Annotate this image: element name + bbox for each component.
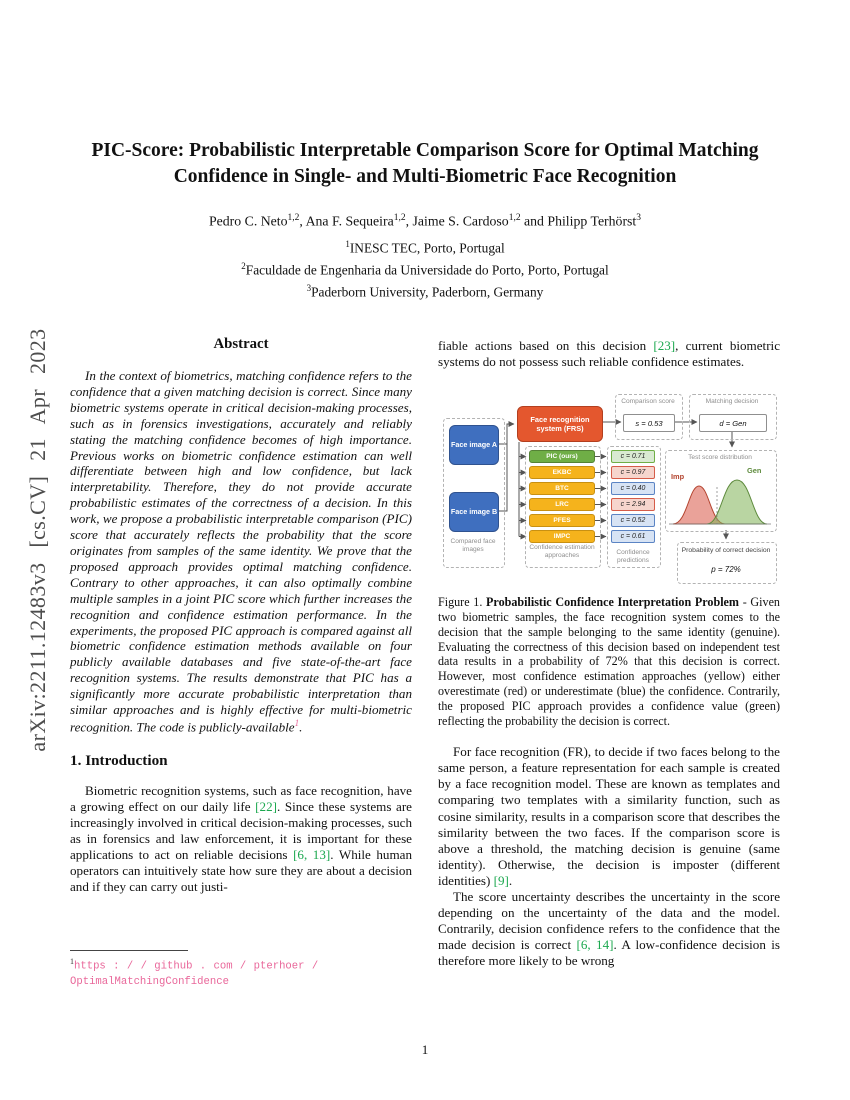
caption-number: Figure 1. bbox=[438, 595, 483, 610]
footnote-marker: 1 bbox=[70, 957, 74, 966]
footnote-marker-link[interactable]: 1 bbox=[294, 717, 300, 728]
footnote-text bbox=[70, 957, 412, 989]
confidence-value-impc: c = 0.61 bbox=[611, 530, 655, 543]
affil-text: INESC TEC, Porto, Portugal bbox=[349, 240, 505, 256]
caption-title: Probabilistic Confidence Interpretation Problem bbox=[486, 595, 739, 610]
method-box-lrc: LRC bbox=[529, 498, 595, 511]
intro-paragraph-3: The score uncertainty describes the uncertainty in the score depending on the uncertainty of the data and the model. Contrarily, decision confidence refers to the confidence that the made decision is correct [6, 14]. A low-confidence decision is therefore more likely to be wrong bbox=[438, 888, 780, 968]
author-name: Philipp Terhörst bbox=[547, 214, 637, 230]
author-affil-marker: 3 bbox=[636, 213, 642, 224]
frs-box: Face recognition system (FRS) bbox=[517, 406, 603, 442]
author-affil-marker: 1,2 bbox=[508, 213, 521, 224]
confidence-value-pic: c = 0.71 bbox=[611, 450, 655, 463]
comparison-score-label: Comparison score bbox=[621, 398, 675, 406]
method-box-pic: PIC (ours) bbox=[529, 450, 595, 463]
method-box-btc: BTC bbox=[529, 482, 595, 495]
author-affil-marker: 1,2 bbox=[393, 213, 406, 224]
author-separator: and bbox=[520, 214, 548, 230]
method-box-ekbc: EKBC bbox=[529, 466, 595, 479]
left-column bbox=[70, 336, 412, 895]
abstract-paragraph bbox=[70, 368, 412, 735]
method-box-pfes: PFES bbox=[529, 514, 595, 527]
arxiv-watermark: arXiv:2211.12483v3 [cs.CV] 21 Apr 2023 bbox=[25, 328, 50, 752]
intro-paragraph-1: Biometric recognition systems, such as face recognition, have a growing effect on our daily life [22]. Since these systems are increasingly involved in critical decision-making processes, such as in forensics and law enforcement, it is important for these applications to act on reliable decisions [6, 13]. While human operators can intuitively state how sure they are about a decision and if they can carry out justi- bbox=[70, 783, 413, 895]
compared-images-label: Compared face images bbox=[450, 538, 496, 553]
affiliation-line bbox=[75, 237, 775, 259]
affiliation-line bbox=[75, 281, 775, 303]
approaches-label: Confidence estimation approaches bbox=[529, 544, 595, 559]
affiliation-line bbox=[75, 259, 775, 281]
abstract-heading: Abstract bbox=[213, 336, 269, 352]
affil-text: Paderborn University, Paderborn, Germany bbox=[311, 284, 544, 300]
confidence-value-pfes: c = 0.52 bbox=[611, 514, 655, 527]
test-score-distribution-group bbox=[665, 450, 777, 532]
author-affil-marker: 1,2 bbox=[287, 213, 300, 224]
intro-paragraph-1-continued: fiable actions based on this decision [23], current biometric systems do not possess such reliable confidence estimates. bbox=[438, 338, 781, 370]
face-image-a-box: Face image A bbox=[449, 425, 499, 465]
author-separator: , bbox=[299, 214, 306, 230]
abstract-period: . bbox=[299, 719, 303, 735]
citation-link[interactable]: [6, 13] bbox=[293, 847, 331, 863]
right-column bbox=[438, 338, 780, 969]
affil-marker: 3 bbox=[306, 283, 312, 294]
caption-body: - Given two biometric samples, the face recognition system comes to the decision that the sample belonging to the same identity (genuine). Evaluating the correctness of this decision based on independent test data results in a probability of 72% that this decision is correct. However, most confidence estimation approaches (yellow) either overestimate (red) or underestimate (blue) the confidence. Contrarily, the proposed PIC approach provides a confidence value (green) reflecting the probability the decision is correct. bbox=[438, 595, 780, 728]
title-block bbox=[75, 138, 775, 304]
predictions-label: Confidence predictions bbox=[616, 549, 650, 564]
page-title: PIC-Score: Probabilistic Interpretable Comparison Score for Optimal Matching Confidence in Single- and Multi-Biometric Face Recognition bbox=[91, 140, 759, 187]
matching-decision-label: Matching decision bbox=[705, 398, 759, 406]
page-number: 1 bbox=[421, 1042, 429, 1057]
imposter-label: Imp bbox=[671, 472, 685, 482]
matching-decision-value: d = Gen bbox=[699, 414, 767, 432]
affil-text: Faculdade de Engenharia da Universidade do Porto, Porto, Portugal bbox=[245, 262, 609, 278]
affil-marker: 1 bbox=[345, 239, 350, 250]
face-image-b-box: Face image B bbox=[449, 492, 499, 532]
figure-1-diagram bbox=[441, 392, 777, 584]
author-line bbox=[75, 213, 775, 230]
comparison-score-value: s = 0.53 bbox=[623, 414, 675, 432]
abstract-text: In the context of biometrics, matching confidence refers to the confidence that a given matching decision is correct. Since many biometric systems operate in critical decision-making processes, such as in forensics investigations, accurately and reliably stating the matching confidence becomes of high importance. Previous works on biometric confidence estimation can well differentiate between high and low confidence, but lack interpretability. Therefore, they do not provide accurate probabilistic estimates of the correctness of a decision. In this work, we propose a probabilistic interpretable comparison (PIC) score that accurately reflects the probability that the score originates from samples of the same identity. We prove that the proposed approach provides optimal matching confidence. Contrary to other approaches, it can also optimally combine multiple samples in a joint PIC score which further increases the recognition and confidence estimation performance. In the experiments, the proposed PIC approach is compared against all biometric confidence estimation methods available on four publicly available databases and five state-of-the-art face recognition systems. The results demonstrate that PIC has a significantly more accurate probabilistic interpretation than similar approaches and is highly effective for multi-biometric recognition. The code is publicly-available bbox=[70, 368, 412, 735]
affiliations bbox=[75, 237, 775, 304]
footnote-url-link[interactable]: https : / / github . com / pterhoer / OptimalMatchingConfidence bbox=[70, 960, 319, 989]
method-box-impc: IMPC bbox=[529, 530, 595, 543]
confidence-value-lrc: c = 2.94 bbox=[611, 498, 655, 511]
footnote-block bbox=[70, 950, 412, 989]
citation-link[interactable]: [23] bbox=[653, 338, 676, 353]
citation-link[interactable]: [9] bbox=[493, 872, 509, 888]
affil-marker: 2 bbox=[241, 261, 246, 272]
section-heading-introduction: 1. Introduction bbox=[70, 752, 168, 770]
author-name: Pedro C. Neto bbox=[208, 214, 288, 230]
author-separator: , bbox=[405, 214, 413, 230]
test-score-distribution-label: Test score distribution bbox=[688, 454, 752, 462]
probability-value: p = 72% bbox=[711, 565, 741, 575]
author-name: Jaime S. Cardoso bbox=[412, 214, 509, 230]
genuine-label: Gen bbox=[747, 466, 762, 476]
intro-paragraph-2: For face recognition (FR), to decide if two faces belong to the same person, a feature representation for each sample is created by a face recognition model. These are known as templates and comparing two templates with a similarity function, such as cosine similarity, results in a comparison score that describes the similarity between the two faces. If the comparison score is above a threshold, the matching decision is genuine (same identity). Otherwise, the decision is imposter (different identities) [9]. bbox=[438, 744, 780, 888]
citation-link[interactable]: [6, 14] bbox=[576, 936, 614, 952]
footnote-rule bbox=[70, 950, 188, 951]
confidence-value-ekbc: c = 0.97 bbox=[611, 466, 655, 479]
figure-1-caption bbox=[438, 595, 780, 728]
confidence-value-btc: c = 0.40 bbox=[611, 482, 655, 495]
citation-link[interactable]: [22] bbox=[255, 799, 277, 815]
probability-label: Probability of correct decision bbox=[681, 547, 771, 555]
author-name: Ana F. Sequeira bbox=[305, 214, 394, 230]
